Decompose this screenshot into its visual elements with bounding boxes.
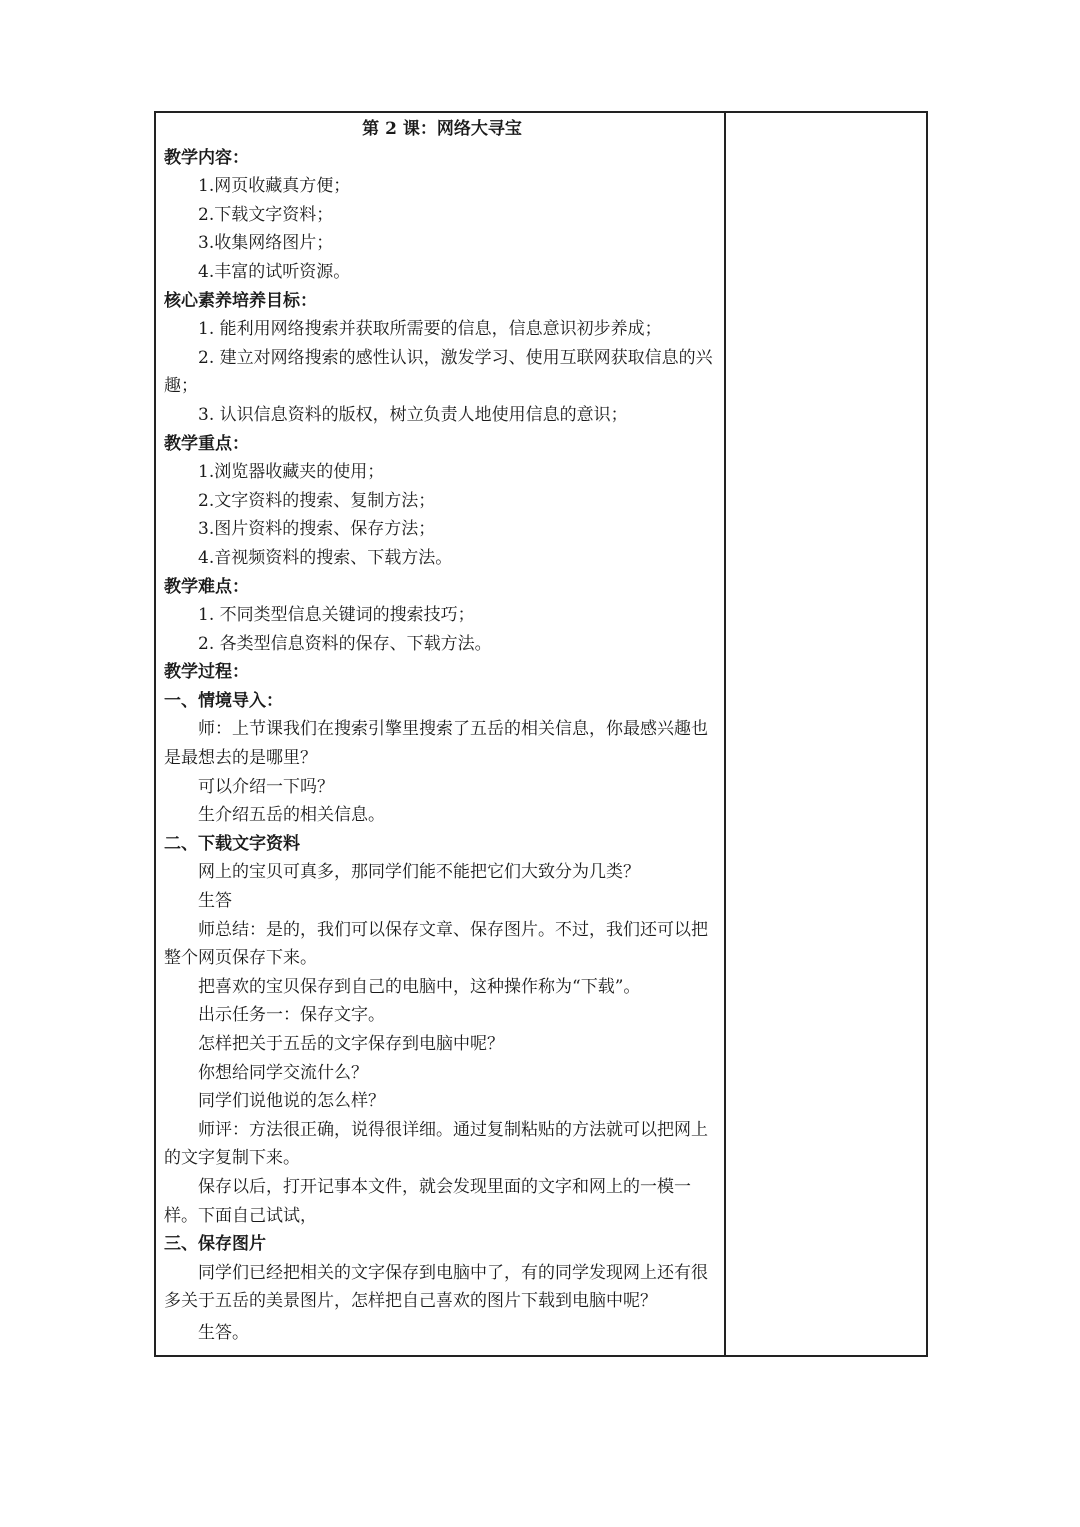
lines-28: 怎样把关于五岳的文字保存到电脑中呢？ bbox=[198, 1034, 504, 1054]
lines-4: 4.丰富的试听资源。 bbox=[198, 261, 351, 282]
lines-14: 教学难点： bbox=[164, 576, 249, 597]
lines-16: 2. 各类型信息资料的保存、下载方法。 bbox=[198, 633, 492, 654]
lines-12: 3.图片资料的搜索、保存方法； bbox=[198, 519, 436, 540]
lines-13: 4.音视频资料的搜索、下载方法。 bbox=[198, 547, 453, 568]
lines-21: 生介绍五岳的相关信息。 bbox=[198, 805, 385, 826]
lines-24: 生答 bbox=[198, 891, 232, 912]
lines-27: 出示任务一：保存文字。 bbox=[198, 1005, 385, 1026]
lines-11: 2.文字资料的搜索、复制方法； bbox=[198, 490, 436, 511]
lesson-content bbox=[164, 115, 720, 1348]
lines-2: 2.下载文字资料； bbox=[198, 204, 334, 225]
lines-34: 同学们已经把相关的文字保存到电脑中了，有的同学发现网上还有很多关于五岳的美景图片，怎样把自己喜欢的图片下载到电脑中呢？ bbox=[164, 1262, 708, 1312]
lines-20: 可以介绍一下吗？ bbox=[198, 776, 334, 797]
lines-26: 把喜欢的宝贝保存到自己的电脑中，这种操作称为“下载”。 bbox=[198, 976, 641, 997]
lines-10: 1.浏览器收藏夹的使用； bbox=[198, 462, 385, 483]
lines-19: 师：上节课我们在搜索引擎里搜索了五岳的相关信息，你最感兴趣也是最想去的是哪里？ bbox=[164, 719, 708, 769]
lines-8: 3. 认识信息资料的版权，树立负责人地使用信息的意识； bbox=[198, 404, 628, 425]
lines-31: 师评：方法很正确，说得很详细。通过复制粘贴的方法就可以把网上的文字复制下来。 bbox=[164, 1119, 708, 1169]
lines-7: 2. 建立对网络搜索的感性认识，激发学习、使用互联网获取信息的兴趣； bbox=[164, 347, 713, 397]
lines-32: 保存以后，打开记事本文件，就会发现里面的文字和网上的一模一样。下面自己试试， bbox=[164, 1176, 691, 1226]
lines-6: 1. 能利用网络搜索并获取所需要的信息，信息意识初步养成； bbox=[198, 319, 662, 340]
lines-1: 1.网页收藏真方便； bbox=[198, 176, 351, 197]
lines-18: 一、情境导入： bbox=[164, 690, 283, 711]
lines-23: 网上的宝贝可真多，那同学们能不能把它们大致分为几类？ bbox=[198, 862, 640, 883]
lines-9: 教学重点： bbox=[164, 433, 249, 454]
lines-35: 生答。 bbox=[198, 1322, 249, 1343]
page-title: 第 2 课：网络大寻宝 bbox=[362, 119, 522, 139]
lines-15: 1. 不同类型信息关键词的搜索技巧； bbox=[198, 605, 475, 626]
lines-30: 同学们说他说的怎么样？ bbox=[198, 1091, 385, 1112]
column-divider bbox=[724, 111, 726, 1357]
lines-3: 3.收集网络图片； bbox=[198, 233, 334, 254]
lines-25: 师总结：是的，我们可以保存文章、保存图片。不过，我们还可以把整个网页保存下来。 bbox=[164, 919, 708, 969]
lines-29: 你想给同学交流什么？ bbox=[198, 1062, 368, 1083]
lines-22: 二、下载文字资料 bbox=[164, 833, 300, 854]
lines-0: 教学内容： bbox=[164, 147, 249, 168]
lines-5: 核心素养培养目标： bbox=[164, 290, 317, 311]
lines-17: 教学过程： bbox=[164, 662, 249, 683]
lines-33: 三、保存图片 bbox=[164, 1234, 266, 1255]
